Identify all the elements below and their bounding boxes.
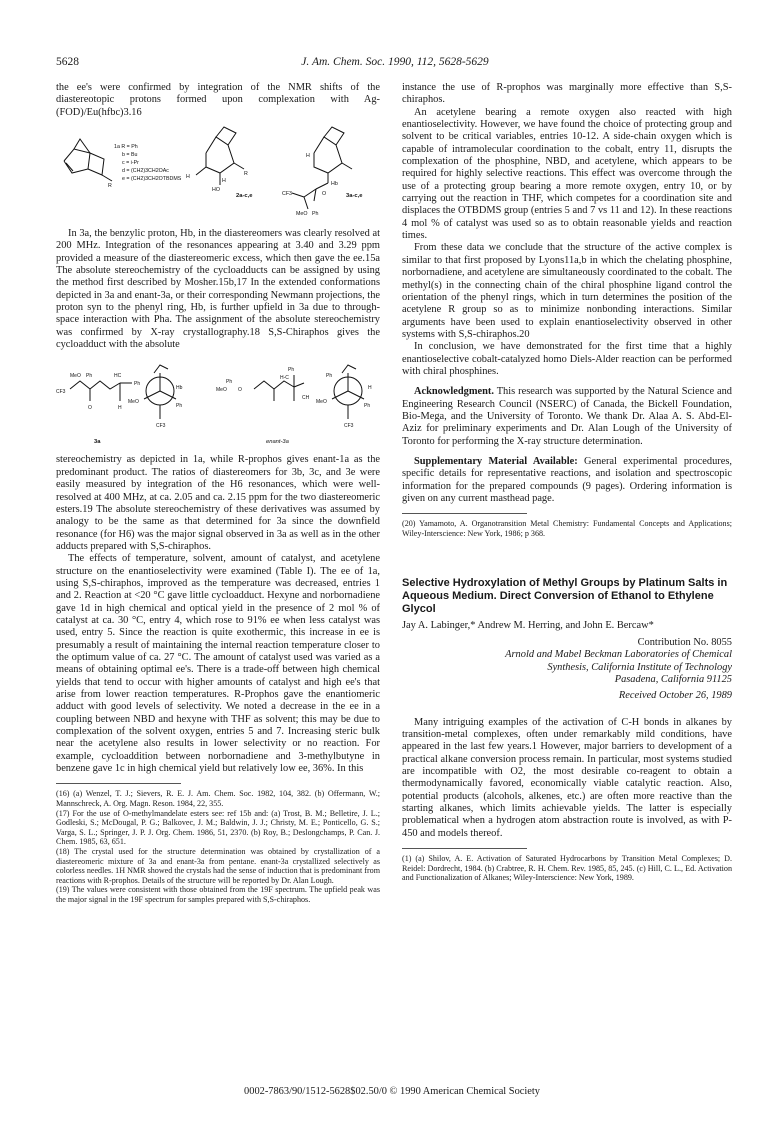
atom-label: Ph [326,373,333,380]
affiliation-line: Arnold and Mabel Beckman Laboratories of Chemical [505,649,732,661]
atom-label: Ph [364,403,371,410]
atom-label: MeO [70,373,81,380]
running-header [56,56,734,72]
paragraph: From these data we conclude that the structure of the active complex is similar to that first proposed by Lyons11a,b in which the chelating phosphine, norbornadiene, and acetylene are simultaneously coordinated to the cobalt. The methyl(s) in the connecting chain of the chiral phosphine ligand control the orientation of the phenyl rings, which in turn determines the position of the acetylene R group so as to minimize nonbonding interactions. Similar arguments have been used to explain enantioselectivity observed in other systems with S,S-chiraphos.20 [402,242,732,340]
atom-label: Ph [176,403,183,410]
atom-label: HC [114,373,122,380]
footnote-18: (18) The crystal used for the structure determination was obtained by crystallization of a diastereomeric mixture of 3a and enant-3a from pentane. enant-3a crystallized selectively as colorless needles. 1H NMR showed the crystals had the sense of induction that is predominant from reactions with R-prophos. Details of the structure will be reported by Dr. Alan Lough. [56,846,380,885]
substituent-b: b = Bu [122,152,138,159]
atom-label: R [244,171,248,178]
left-column [56,82,380,905]
footnote-rule [56,783,181,784]
substituent-1a: 1a R = Ph [114,144,138,151]
article-title: Selective Hydroxylation of Methyl Groups by Platinum Salts in Aqueous Medium. Direct Conversion of Ethanol to Ethylene Glycol [402,576,728,615]
substituent-e: e = (CH2)3CH2OTBDMS [122,176,182,183]
scheme-conformations-3a [56,355,380,449]
atom-label: O [88,405,92,412]
atom-label: CF3 [56,389,66,396]
footnote-rule [402,513,527,514]
acknowledgment [402,386,732,448]
atom-label: H-C [280,375,289,382]
paragraph: The effects of temperature, solvent, amount of catalyst, and acetylene structure on the enantioselectivity were examined (Table I). The ee of 1a, using S,S-chiraphos, improved as the temperature was decreased, entries 1 and 2. Reaction at <20 °C gave little cycloadduct. Hexyne and norbornadiene gave 1d in high chemical and optical yield in the presence of 2 mol % of catalyst at ca. 30 °C, entry 4, which rose to 91% ee when less catalyst was used, entry 5. Since the reaction is quite exothermic, this increase in ee is presumably a result of maintaining the internal reaction temperature closer to the optimum value of ca. 27 °C. The amount of catalyst used was varied as a means of obtaining optimal ee's. There is a trade-off between high chemical yields that tend to occur with higher amounts of catalyst and high ee's that arise from lower reaction temperatures. R-Prophos gave the enantiomeric adduct with good levels of selectivity. We noted a decrease in the ee in a coupling between NBD and hexyne with THF as solvent; this may be due to complexation of the solvent oxygen, entries 5 and 7. Increasing steric bulk near the acetylene also results in lower selectivity or no reaction. For example, cycloaddition between norbornadiene and 3-methylbutyne in benzene gave 1c in high chemical yield but relatively low ee, 36%. In this [56,553,380,775]
compound-label-2: 2a-c,e [236,193,253,200]
atom-label: Ph [134,381,141,388]
acknowledgment-heading: Acknowledgment. [414,386,494,398]
supplementary-material [402,456,732,505]
atom-label: MeO [128,399,139,406]
structure-drawing [56,355,380,449]
footnote-rule [402,848,527,849]
atom-label: CF3 [282,191,293,198]
article-authors: Jay A. Labinger,* Andrew M. Herring, and John E. Bercaw* [402,619,654,631]
page-number: 5628 [56,56,79,68]
footnote-20: (20) Yamamoto, A. Organotransition Metal Chemistry: Fundamental Concepts and Applications; Wiley-Interscience: New York, 1986; p 368. [402,519,732,538]
paragraph: the ee's were confirmed by integration of the NMR shifts of the diastereotopic protons formed upon complexation with Ag-(FOD)/Eu(hfbc)3.16 [56,82,380,118]
compound-label-3a: 3a [94,439,101,446]
atom-label: H [186,174,190,181]
scheme-compounds-1-3 [56,123,380,223]
atom-label: MeO [296,211,308,218]
footnote-17: (17) For the use of O-methylmandelate esters see: ref 15b and: (a) Trost, B. M.; Belletire, J. L.; Godleski, S.; McDougal, P. G.; Balkovec, J. M.; Baldwin, J. J.; Christy, M. E.; Ponticello, G. S.; Varga, S. L.; Springer, J. P. J. Org. Chem. 1986, 51, 2370. (b) Roy, B.; Deslongchamps, P. Can. J. Chem. 1985, 63, 651. [56,808,380,847]
substituent-d: d = (CH2)3CH2OAc [122,168,169,175]
atom-label: H [118,405,122,412]
compound-label-enant-3a: enant-3a [266,439,289,446]
footnote-19: (19) The values were consistent with those obtained from the 19F spectrum. The upfield peak was the major signal in the 19F spectrum for samples prepared with S,S-chiraphos. [56,885,380,904]
atom-label: Ph [312,211,319,218]
atom-label: O [238,387,242,394]
received-date: Received October 26, 1989 [618,690,732,702]
page-footer: 0002-7863/90/1512-5628$02.50/0 © 1990 American Chemical Society [244,1086,540,1097]
supplementary-heading: Supplementary Material Available: [414,455,578,467]
acknowledgment-text: This research was supported by the Natural Science and Engineering Research Council (NSERC) of Canada, the Bickell Foundation, Bio-Mega, and the University of Toronto. We thank Dr. Alaa A. S. Abd-El-Aziz for preliminary experiments and Dr. Alan Lough of the University of Toronto for performing the X-ray structure determination. [402,386,732,447]
journal-citation: J. Am. Chem. Soc. 1990, 112, 5628-5629 [301,56,489,68]
atom-label: MeO [316,399,327,406]
atom-label: HO [212,187,220,194]
atom-label: R [108,183,112,190]
footnote-1: (1) (a) Shilov, A. E. Activation of Saturated Hydrocarbons by Transition Metal Complexes; D. Reidel: Dordrecht, 1984. (b) Crabtree, R. H. Chem. Rev. 1985, 85, 245. (c) Hill, C. L., Ed. Activation and Functionalization of Alkanes; Wiley-Interscience: New York, 1989. [402,854,732,883]
atom-label: O [322,191,327,198]
atom-label: Ph [86,373,93,380]
atom-label: Hb [176,385,183,392]
contribution-number: Contribution No. 8055 [637,636,732,648]
structure-drawing [56,123,380,223]
compound-label-3: 3a-c,e [346,193,363,200]
affiliation-line: Pasadena, California 91125 [614,673,732,685]
atom-label: H [368,385,372,392]
paragraph: instance the use of R-prophos was marginally more effective than S,S-chiraphos. [402,82,732,106]
atom-label: CH [302,395,310,402]
paragraph: Many intriguing examples of the activation of C-H bonds in alkanes by transition-metal complexes, often under remarkably mild conditions, have appeared in the last few years.1 However, major barriers to development of a practical alkane conversion process remain. In particular, most systems studied are incompatible with O2, the most desirable co-reagent to obtain a thermodynamically favored, economically viable catalytic reaction. Also, potential products (alcohols, alkenes, etc.) are often more reactive than the starting alkanes, which limits achievable yields. The latter is especially problematical when a hydrogen atom abstraction route is involved, as with P-450 and models thereof. [402,716,732,839]
paragraph: In conclusion, we have demonstrated for the first time that a highly enantioselective cobalt-catalyzed homo Diels-Alder reaction can be performed with chiral phosphines. [402,341,732,377]
atom-label: H [306,153,310,160]
affiliation-line: Synthesis, California Institute of Technology [547,661,732,673]
paragraph: In 3a, the benzylic proton, Hb, in the diastereomers was clearly resolved at 200 MHz. Integration of the resonances appearing at 3.40 and 3.29 ppm provided a measure of the diastereomeric excess, which then gave the ee.15a The absolute stereochemistry of the cycloadducts can be assigned by using the method first described by Mosher.15b,17 In the extended conformations depicted in 3a and enant-3a, or their corresponding Newmann projections, the proton syn to the phenyl ring, Hb, is further upfield in 3a due to through-space interaction with Pha. The assignment of the absolute stereochemistry was confirmed by X-ray crystallography.18 S,S-Chiraphos gives the cycloadduct with the absolute [56,228,380,351]
atom-label: MeO [216,387,227,394]
atom-label: Ph [226,379,233,386]
atom-label: Hb [331,181,338,188]
atom-label: Ph [288,367,295,374]
paragraph: stereochemistry as depicted in 1a, while R-prophos gives enant-1a as the predominant product. The ratios of diastereomers for 3b, 3c, and 3e were easily measured by integration of the H6 resonances, which were well-resolved at 400 MHz, at ca. 2.05 and ca. 2.15 ppm for the two diastereomeric esters.19 The absolute stereochemistry of these derivatives was assumed by analogy to be the same as that determined for 3a since the downfield resonance (for H6) was the major signal observed in 3a as well as in the other adducts prepared with S,S-chiraphos. [56,454,380,552]
atom-label: CF3 [344,423,354,430]
supplementary-text: General experimental procedures, specific details for representative reactions, and isolation and spectroscopic information for the prepared compounds (9 pages). Ordering information is given on any current masthead page. [402,455,732,504]
atom-label: H [222,178,226,185]
footnote-16: (16) (a) Wenzel, T. J.; Sievers, R. E. J. Am. Chem. Soc. 1982, 104, 382. (b) Offermann, W.; Mannschreck, A. Org. Magn. Reson. 1984, 22, 355. [56,789,380,808]
right-column [402,82,732,883]
substituent-c: c = i-Pr [122,160,139,167]
paragraph: An acetylene bearing a remote oxygen also reacted with high enantioselectivity. However, we have found the choice of protecting group and solvent to be critical variables, entries 10-12. A side-chain oxygen which is capable of intramolecular coordination to the cobalt, entry 11, disrupts the complexation of the phosphine, NBD, and acetylene, which appears to be required for highly selective reactions. This effect was overcome through the use of a protecting group bearing a more remote oxygen, entry 10, or by carrying out the reaction in THF, which competes for a coordination site and displaces the OTBDMS group (entries 5 and 7 vs 11 and 12). In these reactions 4 mol % of catalyst was used so as to obtain reasonable yields and reaction times. [402,106,732,242]
atom-label: CF3 [156,423,166,430]
